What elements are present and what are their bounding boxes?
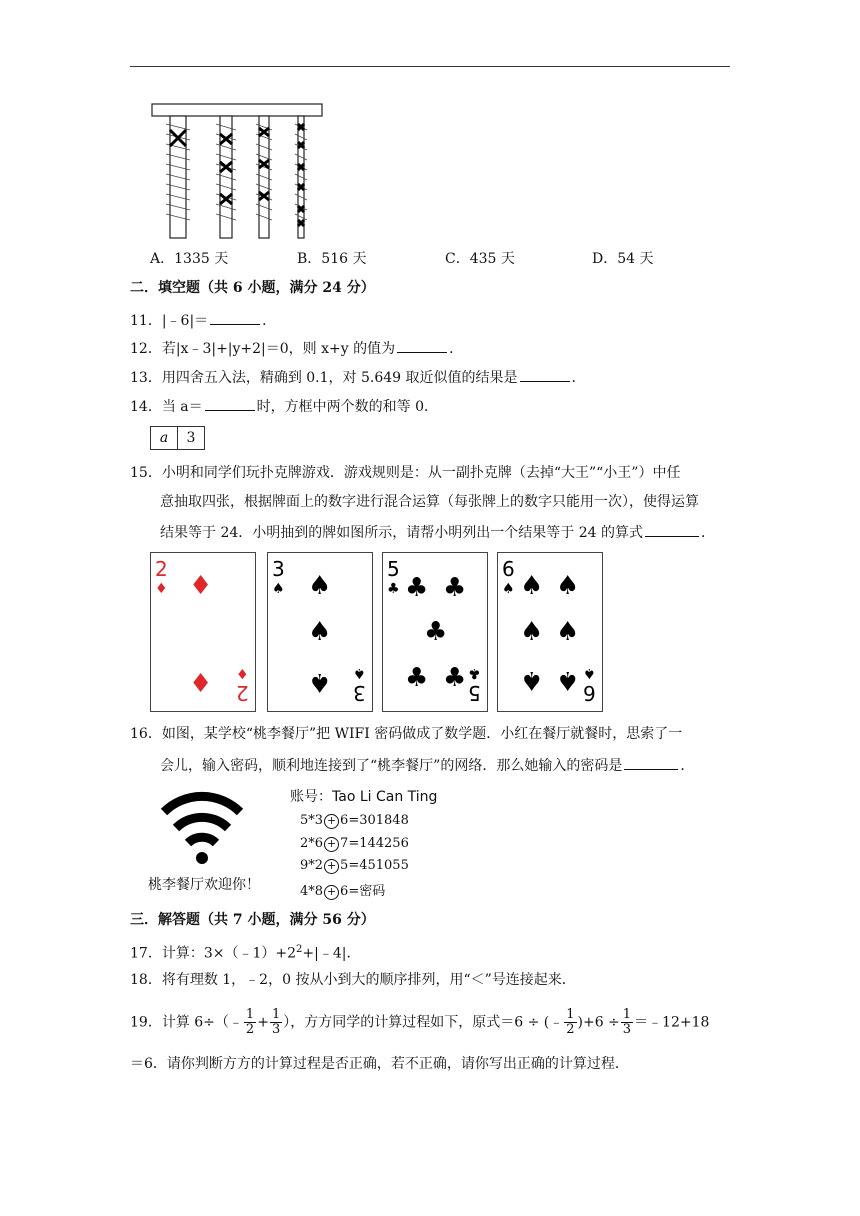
card-rank: 2 — [236, 681, 249, 705]
spade-icon: ♠ — [583, 665, 596, 681]
choice-d: D．54 天 — [592, 251, 654, 267]
question-16-line2: 会儿，输入密码，顺利地连接到了“桃李餐厅”的网络．那么她输入的密码是 ． — [160, 755, 694, 776]
question-11: 11．|﹣6|＝ ． — [130, 310, 276, 331]
diamond-icon: ♦ — [189, 669, 213, 699]
circle-plus-icon: + — [324, 814, 339, 829]
spade-icon: ♠ — [520, 571, 544, 601]
question-18: 18．将有理数 1，﹣2，0 按从小到大的顺序排列，用“＜”号连接起来． — [130, 972, 576, 988]
wifi-row-1: 5*3 + 6=301848 — [300, 813, 409, 828]
spade-icon: ♠ — [308, 667, 332, 697]
question-19-line1: 19．计算 6÷（﹣ $\frac{1}{2}$ + $\frac{1}{3}$ ），方方同学的计算过程如下，原式＝6 ÷ (﹣ $\frac{1}{2}$ )+6 ÷ $\frac{1}{3}$ ＝﹣12+18 — [130, 1007, 710, 1037]
spade-icon: ♠ — [556, 617, 580, 647]
club-icon: ♣ — [468, 665, 481, 681]
card-3-spades — [267, 552, 373, 712]
spade-icon: ♠ — [308, 617, 332, 647]
spade-icon: ♠ — [353, 665, 366, 681]
question-16-line1: 16．如图，某学校“桃李餐厅”把 WIFI 密码做成了数学题．小红在餐厅就餐时，思索了一 — [130, 726, 683, 742]
fraction-third: $\frac{1}{3}$ — [271, 1007, 281, 1037]
question-12: 12．若|x﹣3|+|y+2|＝0，则 x+y 的值为 ． — [130, 338, 463, 359]
club-icon: ♣ — [405, 573, 429, 603]
spade-icon: ♠ — [556, 665, 580, 695]
question-15-line2: 意抽取四张，根据牌面上的数字进行混合运算（每张牌上的数字只能用一次），使得运算 — [160, 494, 699, 510]
question-15-line1: 15．小明和同学们玩扑克牌游戏．游戏规则是：从一副扑克牌（去掉“大王”“小王”）中任 — [130, 465, 681, 481]
choice-c: C．435 天 — [445, 251, 515, 267]
club-icon: ♣ — [443, 573, 467, 603]
diamond-icon: ♦ — [236, 665, 249, 681]
spade-icon: ♠ — [308, 571, 332, 601]
card-rank: 5 — [387, 557, 400, 581]
spade-icon: ♠ — [520, 665, 544, 695]
box-cell-3: 3 — [178, 426, 205, 450]
wifi-row-3: 9*2 + 5=451055 — [300, 858, 409, 873]
circle-plus-icon: + — [324, 837, 339, 852]
spade-icon: ♠ — [520, 617, 544, 647]
spade-icon: ♠ — [502, 581, 515, 597]
fraction-third: $\frac{1}{3}$ — [622, 1007, 632, 1037]
header-rule — [130, 66, 730, 67]
question-19-line2: ＝6．请你判断方方的计算过程是否正确，若不正确，请你写出正确的计算过程． — [130, 1056, 629, 1072]
welcome-text: 桃李餐厅欢迎你！ — [148, 877, 260, 893]
diamond-icon: ♦ — [189, 571, 213, 601]
club-icon: ♣ — [405, 663, 429, 693]
wifi-row-4: 4*8 + 6=密码 — [300, 884, 386, 899]
diamond-icon: ♦ — [155, 581, 168, 597]
card-rank: 3 — [272, 557, 285, 581]
club-icon: ♣ — [424, 617, 448, 647]
card-rank: 3 — [353, 681, 366, 705]
card-rank: 2 — [155, 557, 168, 581]
section-answer-title: 三．解答题（共 7 小题，满分 56 分） — [130, 912, 375, 928]
wifi-account: 账号：Tao Li Can Ting — [290, 789, 438, 805]
card-5-clubs — [382, 552, 488, 712]
knot-rope-figure — [148, 102, 328, 242]
card-2-diamonds — [150, 552, 256, 712]
section-fill-in-title: 二．填空题（共 6 小题，满分 24 分） — [130, 280, 375, 296]
circle-plus-icon: + — [324, 859, 339, 874]
card-6-spades — [497, 552, 603, 712]
card-rank: 6 — [502, 557, 515, 581]
choice-a: A．1335 天 — [150, 251, 229, 267]
choice-b: B．516 天 — [297, 251, 367, 267]
club-icon: ♣ — [443, 663, 467, 693]
wifi-row-2: 2*6 + 7=144256 — [300, 836, 409, 851]
question-17: 17．计算：$3\times(﹣1)+2^2+|﹣4|$． — [130, 944, 361, 962]
question-14: 14．当 a＝ 时，方框中两个数的和等 0． — [130, 396, 438, 417]
club-icon: ♣ — [387, 581, 400, 597]
fraction-half: $\frac{1}{2}$ — [245, 1007, 255, 1037]
spade-icon: ♠ — [556, 571, 580, 601]
fraction-half: $\frac{1}{2}$ — [566, 1007, 575, 1037]
spade-icon: ♠ — [272, 581, 285, 597]
question-15-line3: 结果等于 24．小明抽到的牌如图所示，请帮小明列出一个结果等于 24 的算式 ． — [160, 522, 715, 543]
circle-plus-icon: + — [324, 885, 339, 900]
wifi-icon — [160, 788, 244, 868]
card-rank: 6 — [583, 681, 596, 705]
card-rank: 5 — [468, 681, 481, 705]
question-13: 13．用四舍五入法，精确到 0.1，对 5.649 取近似值的结果是 ． — [130, 367, 586, 388]
box-cell-a: a — [150, 426, 178, 450]
number-box — [150, 426, 205, 450]
